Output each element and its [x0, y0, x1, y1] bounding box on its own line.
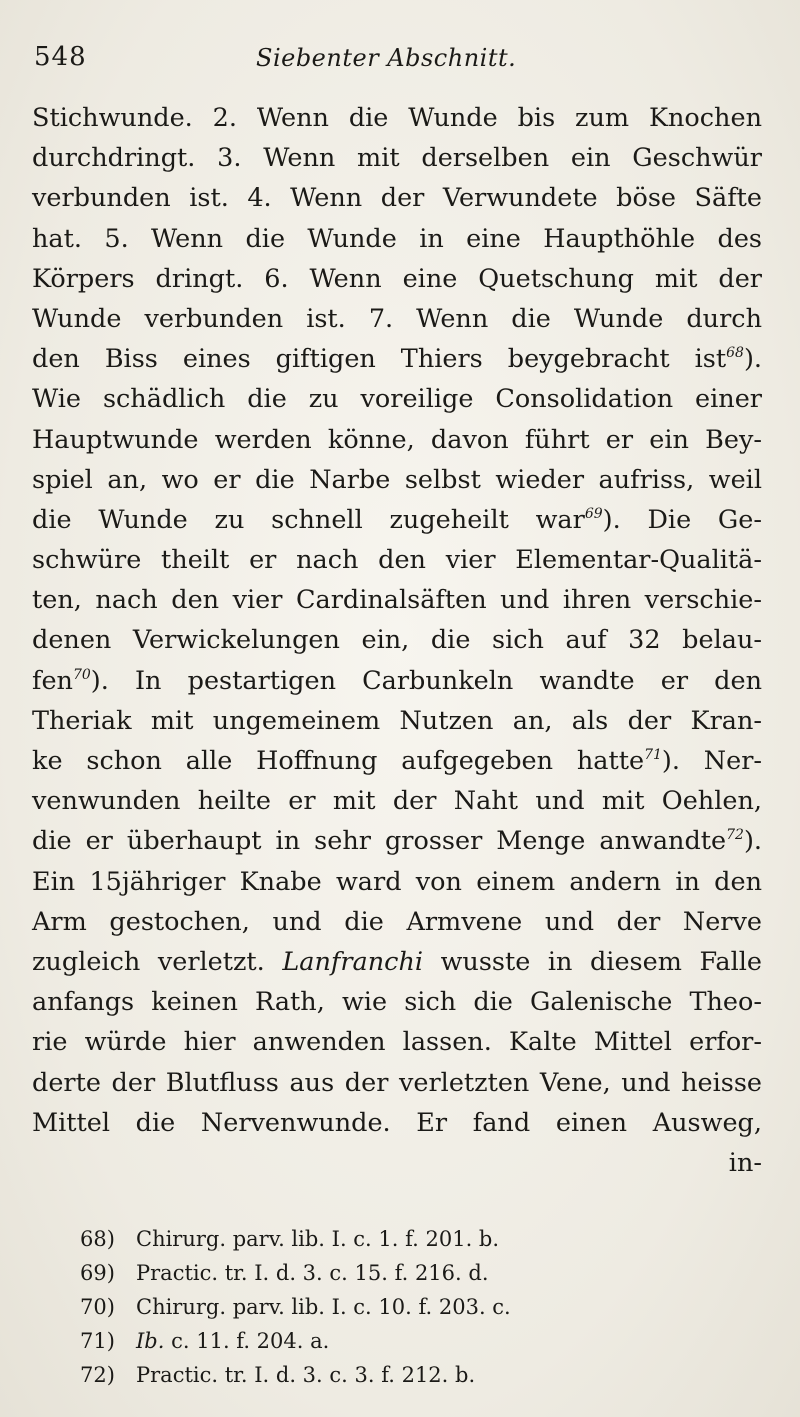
text-line: [32, 982, 762, 1022]
line-text: schwüre theilt er nach den vier Elementar-Qualitä-: [32, 545, 762, 576]
line-text: ten, nach den vier Cardinalsäften und ihren verschie-: [32, 585, 762, 616]
line-text: Theriak mit ungemeinem Nutzen an, als der Kran-: [32, 705, 762, 736]
line-text: durchdringt. 3. Wenn mit derselben ein Geschwür: [32, 143, 762, 174]
text-line: [32, 379, 762, 419]
line-text: Wie schädlich die zu voreilige Consolidation einer: [32, 384, 762, 415]
page-header: [34, 38, 770, 84]
footnotes: [80, 1222, 720, 1392]
footnote-number: 68): [80, 1227, 115, 1251]
text-line: [32, 741, 762, 781]
line-text: anfangs keinen Rath, wie sich die Galenische Theo-: [32, 987, 762, 1018]
footnote-text: Practic. tr. I. d. 3. c. 3. f. 212. b.: [136, 1363, 476, 1387]
line-text: fen: [32, 665, 73, 696]
line-text-tail: ). Ner-: [661, 746, 762, 776]
footnote-number: 71): [80, 1329, 115, 1353]
footnote-ref: 69: [584, 505, 603, 522]
line-text: den Biss eines giftigen Thiers beygebracht ist: [32, 344, 727, 375]
line-text: in-: [728, 1147, 762, 1178]
line-text: Stichwunde. 2. Wenn die Wunde bis zum Knochen: [32, 103, 762, 133]
text-line: [32, 138, 762, 178]
text-line: [32, 942, 762, 982]
text-line: [32, 1022, 762, 1062]
text-line: [32, 420, 762, 460]
text-line: [32, 701, 762, 741]
footnote: [80, 1358, 720, 1392]
text-line: [32, 580, 762, 620]
line-text: Hauptwunde werden könne, davon führt er ein Bey-: [32, 424, 762, 455]
text-line: [32, 620, 762, 660]
text-line: [32, 339, 762, 379]
line-text: die Wunde zu schnell zugeheilt war: [32, 504, 585, 535]
footnote: [80, 1290, 720, 1324]
line-text-tail: ). In pestartigen Carbunkeln wandte er den: [90, 665, 762, 696]
text-line: [32, 460, 762, 500]
text-line: [32, 862, 762, 902]
text-line: [32, 661, 762, 701]
footnote-ibid: Ib.: [136, 1329, 165, 1353]
text-line: [32, 1103, 762, 1143]
line-text: hat. 5. Wenn die Wunde in eine Haupthöhle des: [32, 223, 762, 254]
line-text: rie würde hier anwenden lassen. Kalte Mittel erfor-: [32, 1027, 762, 1058]
line-text: derte der Blutfluss aus der verletzten Vene, und heisse: [32, 1067, 762, 1098]
page-number: 548: [34, 42, 87, 72]
text-line: [32, 98, 762, 138]
text-line: [32, 259, 762, 299]
line-text-tail: ). Die Ge-: [602, 504, 762, 535]
line-text-tail: wusste in diesem Falle: [440, 946, 763, 977]
line-text: Körpers dringt. 6. Wenn eine Quetschung mit der: [32, 263, 762, 294]
running-head: Siebenter Abschnitt.: [256, 44, 517, 72]
footnote: [80, 1222, 720, 1256]
footnote-ref: 70: [72, 666, 91, 683]
text-line: [32, 219, 762, 259]
text-line: [32, 821, 762, 861]
footnote-text: Practic. tr. I. d. 3. c. 15. f. 216. d.: [136, 1261, 489, 1285]
line-text: ke schon alle Hoffnung aufgegeben hatte: [32, 746, 645, 776]
line-text-tail: ).: [743, 826, 762, 857]
footnote-number: 72): [80, 1363, 115, 1387]
footnote-number: 69): [80, 1261, 115, 1285]
line-text: Mittel die Nervenwunde. Er fand einen Ausweg,: [32, 1107, 762, 1138]
text-line: [32, 540, 762, 580]
text-line: [32, 1143, 762, 1183]
footnote-text: Chirurg. parv. lib. I. c. 10. f. 203. c.: [136, 1295, 511, 1319]
line-text: venwunden heilte er mit der Naht und mit Oehlen,: [32, 786, 762, 817]
text-line: [32, 299, 762, 339]
footnote-text: Chirurg. parv. lib. I. c. 1. f. 201. b.: [136, 1227, 500, 1251]
text-line: [32, 500, 762, 540]
line-text: Wunde verbunden ist. 7. Wenn die Wunde durch: [32, 303, 762, 334]
footnote-text: c. 11. f. 204. a.: [171, 1329, 330, 1353]
footnote: [80, 1324, 720, 1358]
line-text: Ein 15jähriger Knabe ward von einem andern in den: [32, 866, 762, 897]
line-text: Arm gestochen, und die Armvene und der Nerve: [32, 906, 762, 937]
footnote: [80, 1256, 720, 1290]
text-line: [32, 781, 762, 821]
footnote-number: 70): [80, 1295, 115, 1319]
line-text-tail: ).: [743, 344, 762, 375]
line-text: die er überhaupt in sehr grosser Menge anwandte: [32, 826, 727, 857]
text-line: [32, 178, 762, 218]
footnote-ref: 72: [726, 827, 744, 844]
line-text: zugleich verletzt.: [32, 946, 265, 977]
line-text: denen Verwickelungen ein, die sich auf 32 belau-: [32, 625, 762, 656]
italic-name: Lanfranchi: [282, 946, 424, 977]
body-text: [32, 98, 762, 1183]
footnote-ref: 71: [644, 747, 662, 763]
text-line: [32, 1063, 762, 1103]
text-line: [32, 902, 762, 942]
footnote-ref: 68: [726, 345, 744, 362]
line-text: spiel an, wo er die Narbe selbst wieder aufriss, weil: [32, 464, 762, 495]
line-text: verbunden ist. 4. Wenn der Verwundete böse Säfte: [32, 183, 762, 214]
